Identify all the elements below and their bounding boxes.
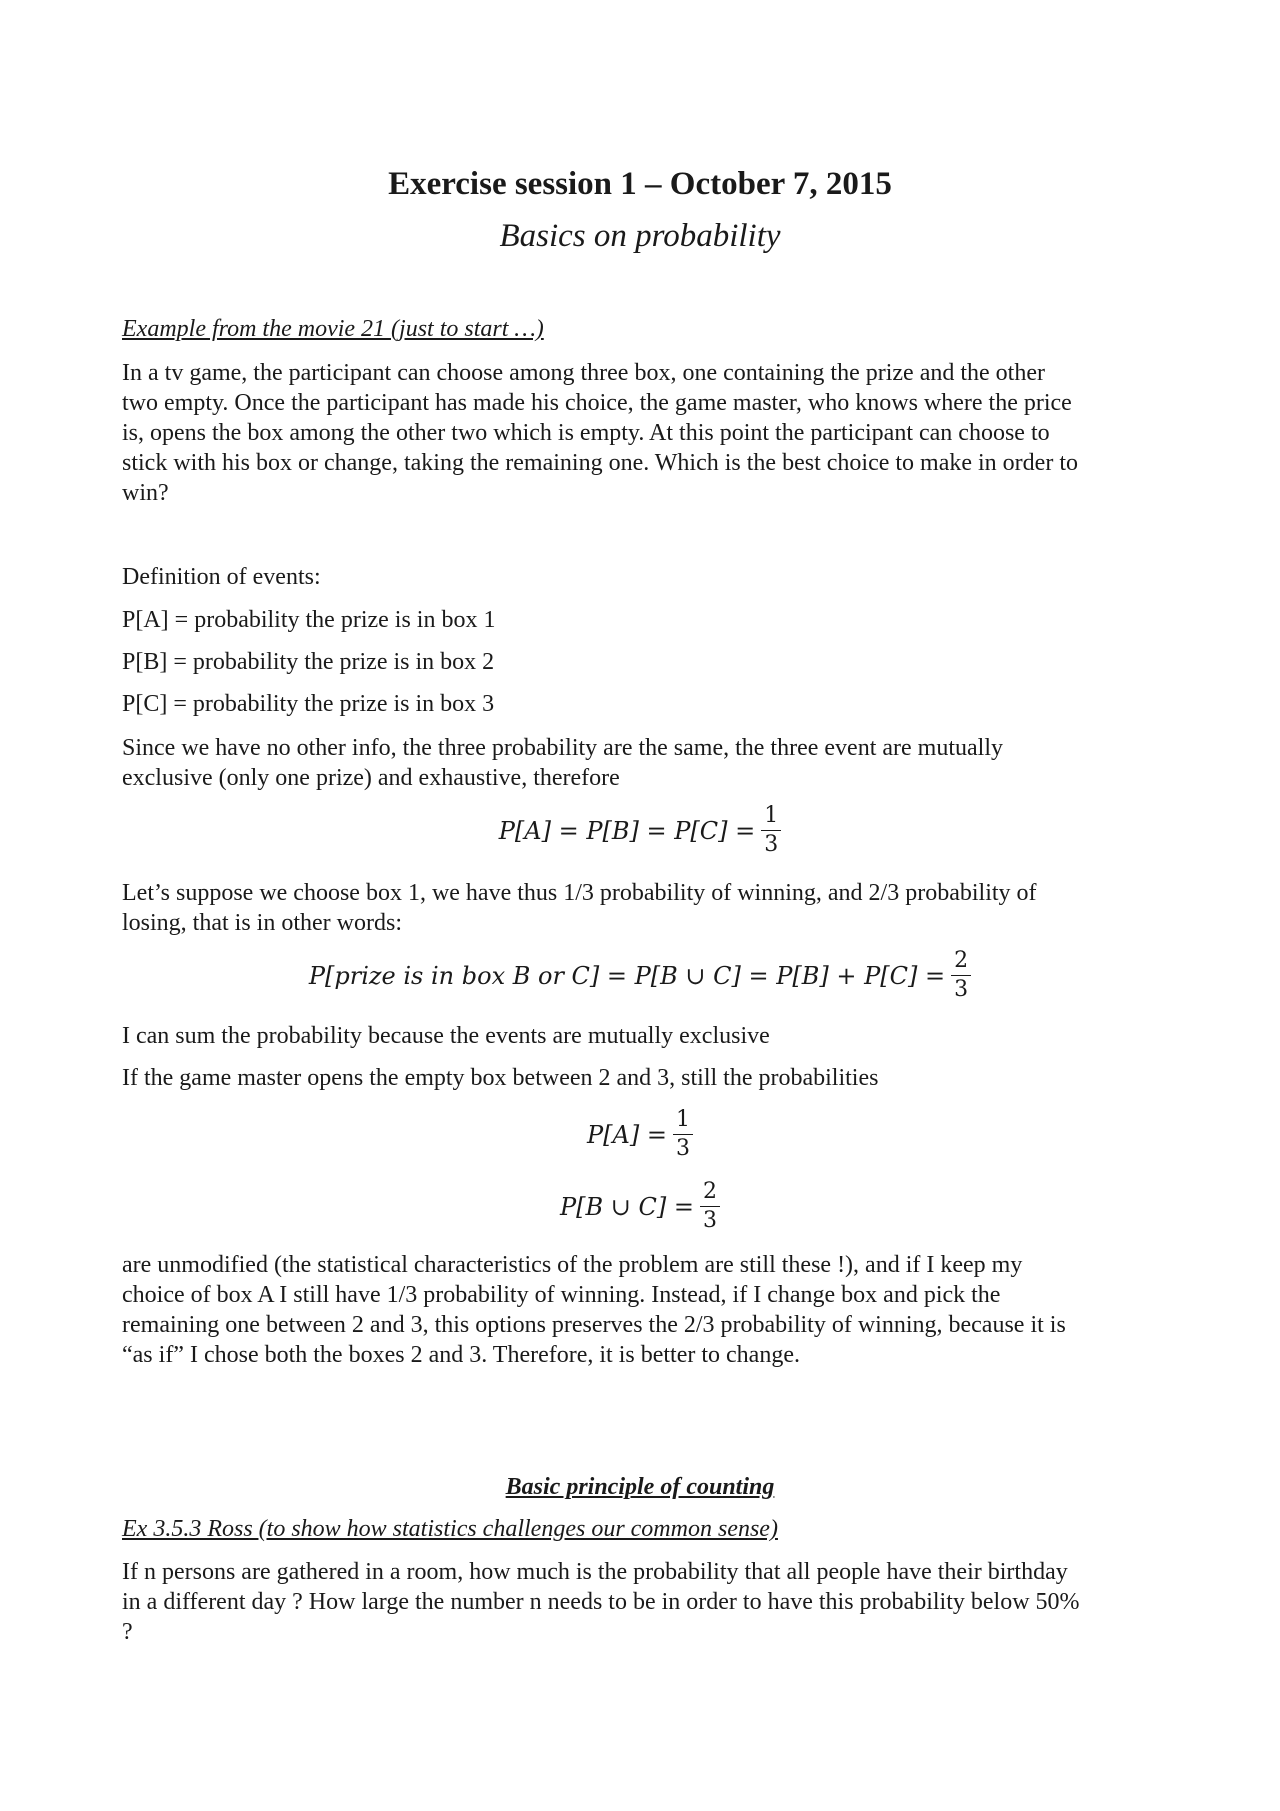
if-statement: If the game master opens the empty box between 2 and 3, still the probabilities (122, 1065, 879, 1091)
fraction (700, 1180, 720, 1233)
fraction (951, 949, 971, 1002)
fraction-denominator: 3 (951, 975, 971, 1002)
equation-equal-probabilities (0, 804, 1280, 857)
since-paragraph (122, 733, 1003, 793)
intro-line: stick with his box or change, taking the remaining one. Which is the best choice to make in order to (122, 450, 1078, 476)
section-heading-example: Example from the movie 21 (just to start …) (122, 316, 544, 342)
conclusion-line: remaining one between 2 and 3, this options preserves the 2/3 probability of winning, because it is (122, 1312, 1066, 1338)
fraction-numerator: 1 (764, 803, 779, 828)
since-line: exclusive (only one prize) and exhaustive, therefore (122, 765, 620, 791)
question-line: ? (122, 1619, 133, 1645)
fraction-numerator: 2 (954, 948, 969, 973)
suppose-line: losing, that is in other words: (122, 910, 402, 936)
equation-union (0, 949, 1280, 1002)
suppose-paragraph (122, 878, 1037, 938)
equation-lhs: P[B ∪ C] = (560, 1192, 694, 1221)
section-heading-counting: Basic principle of counting (505, 1474, 775, 1500)
page-title: Exercise session 1 – October 7, 2015 (388, 166, 892, 202)
fraction-numerator: 2 (702, 1179, 717, 1204)
intro-paragraph (122, 358, 1078, 508)
conclusion-paragraph (122, 1250, 1066, 1370)
event-definition: P[A] = probability the prize is in box 1 (122, 607, 496, 633)
equation-lhs: P[A] = (587, 1120, 667, 1149)
page-subtitle: Basics on probability (499, 218, 781, 254)
equation-pbc (0, 1180, 1280, 1233)
sum-statement: I can sum the probability because the events are mutually exclusive (122, 1023, 770, 1049)
question-line: If n persons are gathered in a room, how much is the probability that all people have their birthday (122, 1559, 1068, 1585)
intro-line: two empty. Once the participant has made his choice, the game master, who knows where the price (122, 390, 1072, 416)
conclusion-line: “as if” I chose both the boxes 2 and 3. Therefore, it is better to change. (122, 1342, 800, 1368)
conclusion-line: choice of box A I still have 1/3 probability of winning. Instead, if I change box and pick the (122, 1282, 1001, 1308)
fraction-denominator: 3 (761, 830, 781, 857)
event-definition: P[B] = probability the prize is in box 2 (122, 649, 495, 675)
birthday-question (122, 1557, 1080, 1647)
equation-lhs: P[A] = P[B] = P[C] = (498, 816, 756, 845)
exercise-heading: Ex 3.5.3 Ross (to show how statistics challenges our common sense) (122, 1516, 778, 1542)
intro-line: In a tv game, the participant can choose among three box, one containing the prize and the other (122, 360, 1045, 386)
intro-line: is, opens the box among the other two which is empty. At this point the participant can choose to (122, 420, 1050, 446)
fraction-numerator: 1 (675, 1107, 690, 1132)
event-definition: P[C] = probability the prize is in box 3 (122, 691, 495, 717)
conclusion-line: are unmodified (the statistical characteristics of the problem are still these !), and if I keep my (122, 1252, 1023, 1278)
fraction (673, 1108, 693, 1161)
since-line: Since we have no other info, the three probability are the same, the three event are mutually (122, 735, 1003, 761)
fraction-denominator: 3 (673, 1134, 693, 1161)
fraction-denominator: 3 (700, 1206, 720, 1233)
equation-lhs: P[prize is in box B or C] = P[B ∪ C] = P[B] + P[C] = (308, 961, 946, 990)
question-line: in a different day ? How large the number n needs to be in order to have this probability below 50% (122, 1589, 1080, 1615)
definition-label: Definition of events: (122, 564, 321, 590)
fraction (761, 804, 781, 857)
equation-pa (0, 1108, 1280, 1161)
intro-line: win? (122, 480, 169, 506)
suppose-line: Let’s suppose we choose box 1, we have thus 1/3 probability of winning, and 2/3 probability of (122, 880, 1037, 906)
